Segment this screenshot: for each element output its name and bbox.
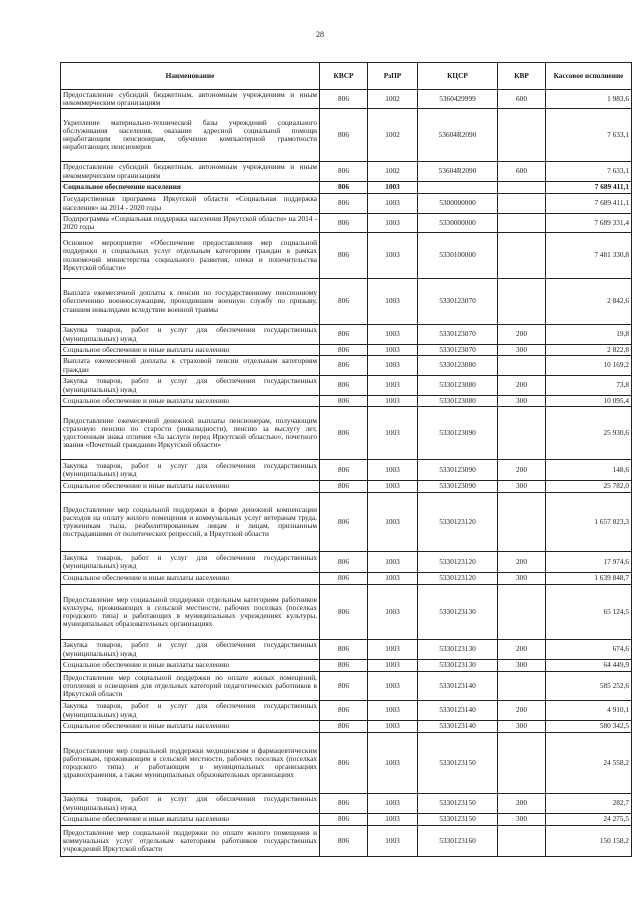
budget-execution-table bbox=[60, 62, 632, 857]
cell-amount: 10 169,2 bbox=[546, 356, 632, 376]
cell-amount: 2 822,8 bbox=[546, 345, 632, 356]
cell-rzpr: 1003 bbox=[368, 396, 418, 407]
header-kvr: КВР bbox=[498, 63, 546, 90]
table-row bbox=[61, 90, 632, 109]
cell-kvsr: 806 bbox=[320, 460, 368, 481]
cell-rzpr: 1003 bbox=[368, 345, 418, 356]
cell-rzpr: 1003 bbox=[368, 460, 418, 481]
cell-rzpr: 1003 bbox=[368, 356, 418, 376]
cell-kcsr: 5330100000 bbox=[418, 233, 498, 279]
cell-kvr: 300 bbox=[498, 345, 546, 356]
cell-kcsr: 5330123090 bbox=[418, 407, 498, 460]
cell-kvr bbox=[498, 585, 546, 640]
cell-amount: 585 252,6 bbox=[546, 672, 632, 701]
table-row bbox=[61, 109, 632, 162]
table-row bbox=[61, 194, 632, 214]
cell-rzpr: 1003 bbox=[368, 585, 418, 640]
cell-name: Предоставление мер социальной поддержки медицинским и фармацевтическим работникам, проживающим в сельской местности, рабочих поселках (поселках городского типа) и работающим в муниципальных организациях здравоохранения, а также муниципальных образовательных организациях bbox=[61, 733, 320, 794]
cell-amount: 7 481 330,8 bbox=[546, 233, 632, 279]
cell-name: Предоставление ежемесячной денежной выплаты пенсионерам, получающим страховую пенсию по старости (инвалидности), пенсию за выслугу лет, удостоенным знака отличия «За заслуги перед Иркутской областью», почетного звания «Почетный гражданин Иркутской области» bbox=[61, 407, 320, 460]
cell-amount: 1 983,6 bbox=[546, 90, 632, 109]
cell-name: Укрепление материально-технической базы учреждений социального обслуживания населения, оказание адресной социальной помощи неработающим пенсионерам, обучение компьютерной грамотности неработающих пенсионеров bbox=[61, 109, 320, 162]
cell-name: Закупка товаров, работ и услуг для обеспечения государственных (муниципальных) нужд bbox=[61, 376, 320, 396]
cell-kvsr: 806 bbox=[320, 345, 368, 356]
table-row bbox=[61, 460, 632, 481]
cell-kvsr: 806 bbox=[320, 214, 368, 233]
cell-kvr bbox=[498, 826, 546, 857]
cell-name: Социальное обеспечение и иные выплаты населению bbox=[61, 396, 320, 407]
cell-amount: 19,8 bbox=[546, 325, 632, 345]
cell-kcsr: 5330123080 bbox=[418, 376, 498, 396]
cell-kcsr: 5330123120 bbox=[418, 493, 498, 552]
table-row bbox=[61, 640, 632, 660]
cell-name: Выплата ежемесячной доплаты к пенсии по государственному пенсионному обеспечению военнослужащим, проходившим военную службу по призыву, ставшим инвалидами вследствие военной травмы bbox=[61, 279, 320, 325]
table-row bbox=[61, 162, 632, 182]
cell-name: Социальное обеспечение населения bbox=[61, 182, 320, 194]
cell-kvsr: 806 bbox=[320, 814, 368, 826]
cell-kcsr: 5330123120 bbox=[418, 573, 498, 585]
cell-amount: 7 689 411,1 bbox=[546, 194, 632, 214]
cell-kcsr: 5330123090 bbox=[418, 481, 498, 493]
cell-amount: 2 842,6 bbox=[546, 279, 632, 325]
table-row bbox=[61, 721, 632, 733]
table-row bbox=[61, 376, 632, 396]
cell-kvsr: 806 bbox=[320, 325, 368, 345]
cell-amount: 73,8 bbox=[546, 376, 632, 396]
table-row bbox=[61, 279, 632, 325]
cell-name: Предоставление субсидий бюджетным, автономным учреждениям и иным некоммерческим организациям bbox=[61, 162, 320, 182]
cell-name: Подпрограмма «Социальная поддержка населения Иркутской области» на 2014 - 2020 годы bbox=[61, 214, 320, 233]
cell-kcsr: 5330123160 bbox=[418, 826, 498, 857]
cell-rzpr: 1003 bbox=[368, 376, 418, 396]
table-header-row bbox=[61, 63, 632, 90]
cell-amount: 7 633,1 bbox=[546, 109, 632, 162]
cell-rzpr: 1003 bbox=[368, 794, 418, 814]
cell-rzpr: 1003 bbox=[368, 214, 418, 233]
cell-kcsr: 53604R2090 bbox=[418, 162, 498, 182]
cell-rzpr: 1003 bbox=[368, 182, 418, 194]
cell-kvr: 200 bbox=[498, 460, 546, 481]
cell-kcsr: 5330123130 bbox=[418, 585, 498, 640]
cell-kcsr: 5330123090 bbox=[418, 460, 498, 481]
cell-kvr bbox=[498, 233, 546, 279]
cell-kcsr: 5330123130 bbox=[418, 640, 498, 660]
cell-name: Закупка товаров, работ и услуг для обеспечения государственных (муниципальных) нужд bbox=[61, 552, 320, 573]
cell-kvr bbox=[498, 109, 546, 162]
cell-kvr: 200 bbox=[498, 325, 546, 345]
cell-name: Предоставление мер социальной поддержки в форме денежной компенсации расходов на оплату жилого помещения и коммунальных услуг ветеранам труда, труженикам тыла, реабилитированным лицам и лицам, признанным пострадавшими от политических репрессий, в Иркутской области bbox=[61, 493, 320, 552]
cell-kcsr: 5330123070 bbox=[418, 279, 498, 325]
cell-name: Закупка товаров, работ и услуг для обеспечения государственных (муниципальных) нужд bbox=[61, 701, 320, 721]
cell-rzpr: 1003 bbox=[368, 573, 418, 585]
cell-kvsr: 806 bbox=[320, 585, 368, 640]
table-row bbox=[61, 585, 632, 640]
cell-rzpr: 1003 bbox=[368, 279, 418, 325]
cell-kvsr: 806 bbox=[320, 109, 368, 162]
table-body bbox=[61, 90, 632, 857]
cell-kcsr: 5330123130 bbox=[418, 660, 498, 672]
header-name: Наименование bbox=[61, 63, 320, 90]
cell-kvr: 200 bbox=[498, 794, 546, 814]
cell-amount: 7 689 411,1 bbox=[546, 182, 632, 194]
cell-kcsr: 5360429999 bbox=[418, 90, 498, 109]
cell-kvsr: 806 bbox=[320, 233, 368, 279]
cell-kcsr: 5330123070 bbox=[418, 325, 498, 345]
cell-kvr bbox=[498, 356, 546, 376]
table-row bbox=[61, 573, 632, 585]
header-kcsr: КЦСР bbox=[418, 63, 498, 90]
cell-kvr: 300 bbox=[498, 660, 546, 672]
cell-kvr: 200 bbox=[498, 701, 546, 721]
table-row bbox=[61, 481, 632, 493]
cell-kvsr: 806 bbox=[320, 481, 368, 493]
cell-name: Закупка товаров, работ и услуг для обеспечения государственных (муниципальных) нужд bbox=[61, 794, 320, 814]
cell-rzpr: 1003 bbox=[368, 194, 418, 214]
cell-name: Государственная программа Иркутской области «Социальная поддержка населения» на 2014 - 2020 годы bbox=[61, 194, 320, 214]
cell-kvsr: 806 bbox=[320, 162, 368, 182]
cell-rzpr: 1002 bbox=[368, 109, 418, 162]
cell-amount: 4 910,1 bbox=[546, 701, 632, 721]
cell-rzpr: 1003 bbox=[368, 701, 418, 721]
cell-amount: 282,7 bbox=[546, 794, 632, 814]
cell-kvr bbox=[498, 672, 546, 701]
cell-name: Предоставление мер социальной поддержки по оплате жилого помещения и коммунальных услуг отдельным категориям работников государственных учреждений Иркутской области bbox=[61, 826, 320, 857]
table-row bbox=[61, 325, 632, 345]
cell-kvr: 600 bbox=[498, 162, 546, 182]
table-row bbox=[61, 701, 632, 721]
cell-kvsr: 806 bbox=[320, 90, 368, 109]
header-kvsr: КВСР bbox=[320, 63, 368, 90]
cell-kcsr: 5330123140 bbox=[418, 721, 498, 733]
cell-kvsr: 806 bbox=[320, 733, 368, 794]
cell-kvr bbox=[498, 214, 546, 233]
cell-kvsr: 806 bbox=[320, 552, 368, 573]
cell-kcsr: 5330123150 bbox=[418, 733, 498, 794]
cell-rzpr: 1003 bbox=[368, 826, 418, 857]
cell-kcsr: 5330123120 bbox=[418, 552, 498, 573]
cell-kvsr: 806 bbox=[320, 493, 368, 552]
cell-name: Социальное обеспечение и иные выплаты населению bbox=[61, 481, 320, 493]
cell-amount: 580 342,5 bbox=[546, 721, 632, 733]
cell-kcsr bbox=[418, 182, 498, 194]
table-row bbox=[61, 407, 632, 460]
cell-name: Основное мероприятие «Обеспечение предоставления мер социальной поддержки и социальных услуг отдельным категориям граждан в рамках полномочий министерства социального развития, опеки и попечительства Иркутской области» bbox=[61, 233, 320, 279]
cell-name: Закупка товаров, работ и услуг для обеспечения государственных (муниципальных) нужд bbox=[61, 460, 320, 481]
cell-kcsr: 5330123080 bbox=[418, 356, 498, 376]
cell-kvr: 300 bbox=[498, 814, 546, 826]
table-row bbox=[61, 182, 632, 194]
cell-rzpr: 1003 bbox=[368, 481, 418, 493]
cell-rzpr: 1002 bbox=[368, 162, 418, 182]
cell-amount: 7 633,1 bbox=[546, 162, 632, 182]
cell-rzpr: 1003 bbox=[368, 233, 418, 279]
cell-rzpr: 1003 bbox=[368, 640, 418, 660]
table-row bbox=[61, 345, 632, 356]
cell-amount: 24 558,2 bbox=[546, 733, 632, 794]
cell-kvr bbox=[498, 493, 546, 552]
cell-name: Социальное обеспечение и иные выплаты населению bbox=[61, 345, 320, 356]
cell-name: Предоставление мер социальной поддержки отдельным категориям работников культуры, проживающих в сельской местности, рабочих поселках (поселках городского типа) и работающих в муниципальных учреждениях культуры, муниципальных образовательных организациях bbox=[61, 585, 320, 640]
cell-name: Социальное обеспечение и иные выплаты населению bbox=[61, 721, 320, 733]
cell-kvr: 300 bbox=[498, 481, 546, 493]
table-row bbox=[61, 826, 632, 857]
table-row bbox=[61, 733, 632, 794]
cell-kvsr: 806 bbox=[320, 407, 368, 460]
table-row bbox=[61, 794, 632, 814]
cell-amount: 7 689 331,4 bbox=[546, 214, 632, 233]
cell-kcsr: 5330123080 bbox=[418, 396, 498, 407]
cell-rzpr: 1002 bbox=[368, 90, 418, 109]
cell-rzpr: 1003 bbox=[368, 814, 418, 826]
cell-name: Социальное обеспечение и иные выплаты населению bbox=[61, 573, 320, 585]
cell-kvr: 600 bbox=[498, 90, 546, 109]
table-row bbox=[61, 814, 632, 826]
cell-rzpr: 1003 bbox=[368, 493, 418, 552]
header-amount: Кассовое исполнение bbox=[546, 63, 632, 90]
cell-kvsr: 806 bbox=[320, 573, 368, 585]
cell-kcsr: 5330123150 bbox=[418, 814, 498, 826]
cell-amount: 64 449,9 bbox=[546, 660, 632, 672]
cell-name: Социальное обеспечение и иные выплаты населению bbox=[61, 660, 320, 672]
cell-kvsr: 806 bbox=[320, 279, 368, 325]
cell-amount: 65 124,5 bbox=[546, 585, 632, 640]
cell-name: Закупка товаров, работ и услуг для обеспечения государственных (муниципальных) нужд bbox=[61, 640, 320, 660]
cell-name: Предоставление мер социальной поддержки по оплате жилых помещений, отопления и освещения для отдельных категорий педагогических работников в Иркутской области bbox=[61, 672, 320, 701]
cell-kcsr: 5330123140 bbox=[418, 672, 498, 701]
table-row bbox=[61, 214, 632, 233]
cell-amount: 674,6 bbox=[546, 640, 632, 660]
cell-kcsr: 5330123140 bbox=[418, 701, 498, 721]
table-row bbox=[61, 660, 632, 672]
cell-kvsr: 806 bbox=[320, 660, 368, 672]
table-row bbox=[61, 552, 632, 573]
header-rzpr: РзПР bbox=[368, 63, 418, 90]
table-row bbox=[61, 356, 632, 376]
cell-kcsr: 5330000000 bbox=[418, 214, 498, 233]
cell-kcsr: 5330123070 bbox=[418, 345, 498, 356]
table-row bbox=[61, 672, 632, 701]
cell-name: Предоставление субсидий бюджетным, автономным учреждениям и иным некоммерческим организациям bbox=[61, 90, 320, 109]
table-row bbox=[61, 493, 632, 552]
page-number: 28 bbox=[316, 30, 324, 39]
cell-amount: 24 275,5 bbox=[546, 814, 632, 826]
cell-rzpr: 1003 bbox=[368, 733, 418, 794]
cell-kvr: 300 bbox=[498, 396, 546, 407]
cell-name: Закупка товаров, работ и услуг для обеспечения государственных (муниципальных) нужд bbox=[61, 325, 320, 345]
cell-kvr bbox=[498, 182, 546, 194]
cell-rzpr: 1003 bbox=[368, 407, 418, 460]
cell-rzpr: 1003 bbox=[368, 552, 418, 573]
cell-kvsr: 806 bbox=[320, 672, 368, 701]
cell-amount: 1 639 848,7 bbox=[546, 573, 632, 585]
cell-kvsr: 806 bbox=[320, 721, 368, 733]
cell-kvr bbox=[498, 733, 546, 794]
table-row bbox=[61, 233, 632, 279]
cell-amount: 148,6 bbox=[546, 460, 632, 481]
cell-kvr: 200 bbox=[498, 552, 546, 573]
cell-kvr: 200 bbox=[498, 640, 546, 660]
cell-kvr: 300 bbox=[498, 721, 546, 733]
cell-rzpr: 1003 bbox=[368, 660, 418, 672]
cell-kcsr: 53604R2090 bbox=[418, 109, 498, 162]
cell-kvsr: 806 bbox=[320, 826, 368, 857]
cell-amount: 150 158,2 bbox=[546, 826, 632, 857]
cell-rzpr: 1003 bbox=[368, 325, 418, 345]
cell-rzpr: 1003 bbox=[368, 672, 418, 701]
cell-name: Социальное обеспечение и иные выплаты населению bbox=[61, 814, 320, 826]
cell-rzpr: 1003 bbox=[368, 721, 418, 733]
cell-amount: 10 095,4 bbox=[546, 396, 632, 407]
cell-kvsr: 806 bbox=[320, 640, 368, 660]
cell-kvsr: 806 bbox=[320, 194, 368, 214]
cell-kvsr: 806 bbox=[320, 701, 368, 721]
table-row bbox=[61, 396, 632, 407]
cell-kvr bbox=[498, 194, 546, 214]
cell-kvsr: 806 bbox=[320, 376, 368, 396]
cell-kvsr: 806 bbox=[320, 356, 368, 376]
cell-amount: 25 930,6 bbox=[546, 407, 632, 460]
cell-kvsr: 806 bbox=[320, 794, 368, 814]
cell-kvr bbox=[498, 407, 546, 460]
cell-amount: 1 657 823,3 bbox=[546, 493, 632, 552]
cell-kvsr: 806 bbox=[320, 396, 368, 407]
cell-kcsr: 5300000000 bbox=[418, 194, 498, 214]
cell-amount: 17 974,6 bbox=[546, 552, 632, 573]
cell-amount: 25 782,0 bbox=[546, 481, 632, 493]
cell-name: Выплата ежемесячной доплаты к страховой пенсии отдельным категориям граждан bbox=[61, 356, 320, 376]
cell-kvr bbox=[498, 279, 546, 325]
cell-kvr: 300 bbox=[498, 573, 546, 585]
cell-kvr: 200 bbox=[498, 376, 546, 396]
cell-kvsr: 806 bbox=[320, 182, 368, 194]
cell-kcsr: 5330123150 bbox=[418, 794, 498, 814]
